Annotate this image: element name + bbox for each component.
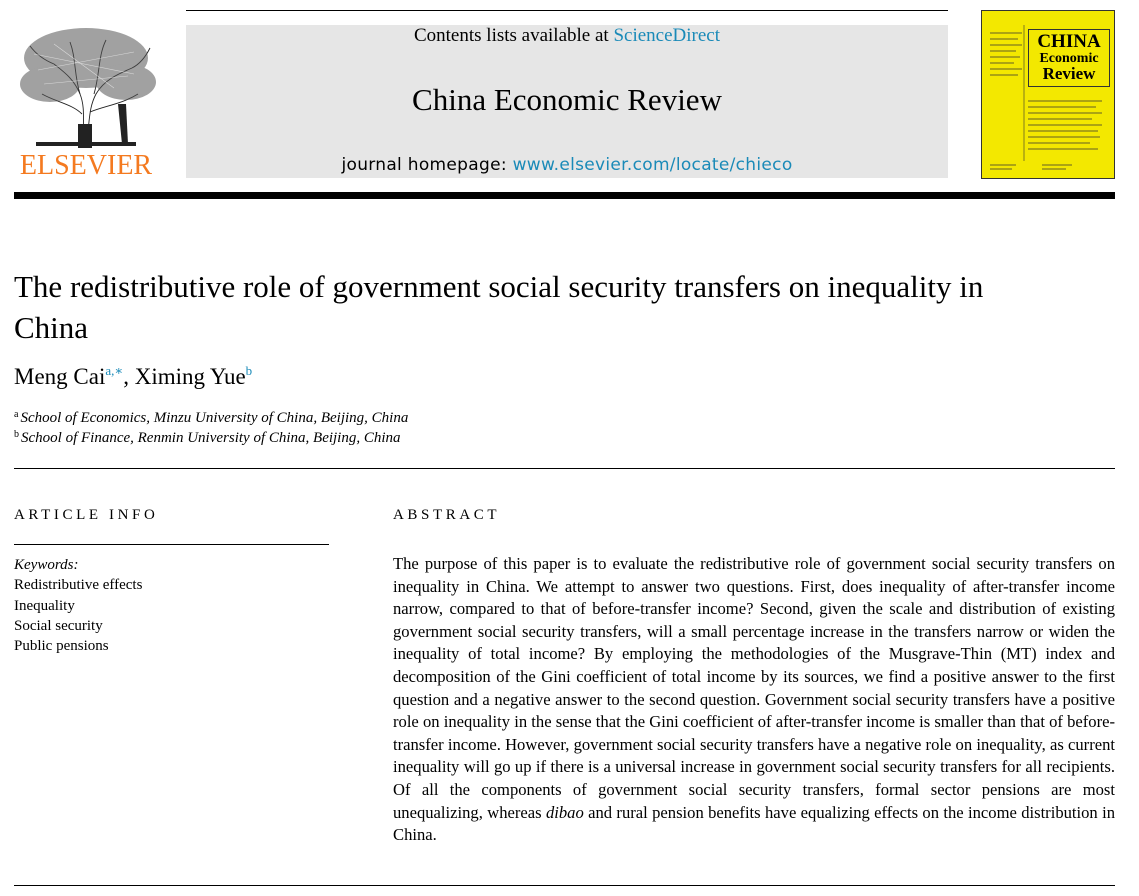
sciencedirect-link[interactable]: ScienceDirect	[613, 25, 721, 46]
cover-title-line: CHINA	[1037, 31, 1101, 52]
affiliation-mark: a	[14, 409, 19, 420]
cover-title-box	[1028, 29, 1110, 87]
section-divider	[14, 468, 1115, 469]
keyword-item: Redistributive effects	[14, 577, 143, 594]
author-list	[14, 364, 252, 390]
abstract-text-part: The purpose of this paper is to evaluate the redistributive role of government social security transfers on inequality in China. We attempt to answer two questions. First, does inequality of after-transfer income narrow, compared to that of before-transfer income? Second, given the scale and distribution of existing government social security transfers, will a small percentage increase in the transfers narrow or widen the inequality of total income? By employing the methodologies of the Musgrave-Thin (MT) index and decomposition of the Gini coefficient of total income by its sources, we find a positive answer to the first question and a negative answer to the second question. Government social security transfers have a positive role on inequality in the sense that the Gini coefficient of after-transfer income is smaller than that of before-transfer income. However, government social security transfers have a negative role on inequality, as current inequality will go up if there is a universal increase in government social security transfers for all recipients. Of all the components of government social security transfers, formal sector pensions are most unequalizing, whereas	[393, 554, 1115, 822]
homepage-link[interactable]: www.elsevier.com/locate/chieco	[512, 155, 793, 175]
article-info-heading: ARTICLE INFO	[14, 507, 159, 523]
top-rule	[186, 10, 948, 11]
abstract-text	[393, 553, 1115, 847]
abstract-text-part: and rural pension benefits have equalizing effects on the income distribution in China.	[393, 802, 1115, 845]
cover-title-line: Economic	[1039, 51, 1099, 66]
keywords-block	[14, 555, 142, 656]
keyword-item: Inequality	[14, 597, 75, 614]
author-name[interactable]: Meng Cai	[14, 364, 106, 389]
publisher-name: ELSEVIER	[19, 150, 153, 181]
article-info-rule	[14, 544, 329, 545]
author-name[interactable]: Ximing Yue	[134, 364, 246, 389]
header-rule	[14, 192, 1115, 199]
affiliation-mark: b	[14, 429, 19, 440]
contents-line	[186, 25, 948, 47]
affiliation-text: School of Economics, Minzu University of China, Beijing, China	[20, 410, 409, 426]
keywords-label: Keywords:	[14, 557, 79, 573]
affiliation	[14, 410, 408, 427]
contents-prefix: Contents lists available at	[413, 25, 614, 46]
keyword-item: Public pensions	[14, 638, 109, 655]
author-marks[interactable]: a,∗	[105, 363, 124, 378]
article-title: The redistributive role of government social security transfers on inequality in China	[14, 269, 984, 345]
author-marks[interactable]: b	[245, 363, 253, 378]
cover-title-line: Review	[1042, 64, 1096, 83]
author-separator: ,	[123, 364, 135, 389]
homepage-line	[186, 155, 948, 175]
affiliation	[14, 430, 401, 447]
journal-cover-image	[981, 10, 1115, 179]
abstract-heading: ABSTRACT	[393, 507, 501, 523]
bottom-rule	[14, 885, 1115, 886]
abstract-italic-term: dibao	[545, 802, 584, 822]
keyword-item: Social security	[14, 617, 103, 634]
journal-title: China Economic Review	[412, 82, 722, 117]
homepage-prefix: journal homepage:	[341, 155, 513, 175]
affiliation-text: School of Finance, Renmin University of China, Beijing, China	[21, 430, 401, 446]
